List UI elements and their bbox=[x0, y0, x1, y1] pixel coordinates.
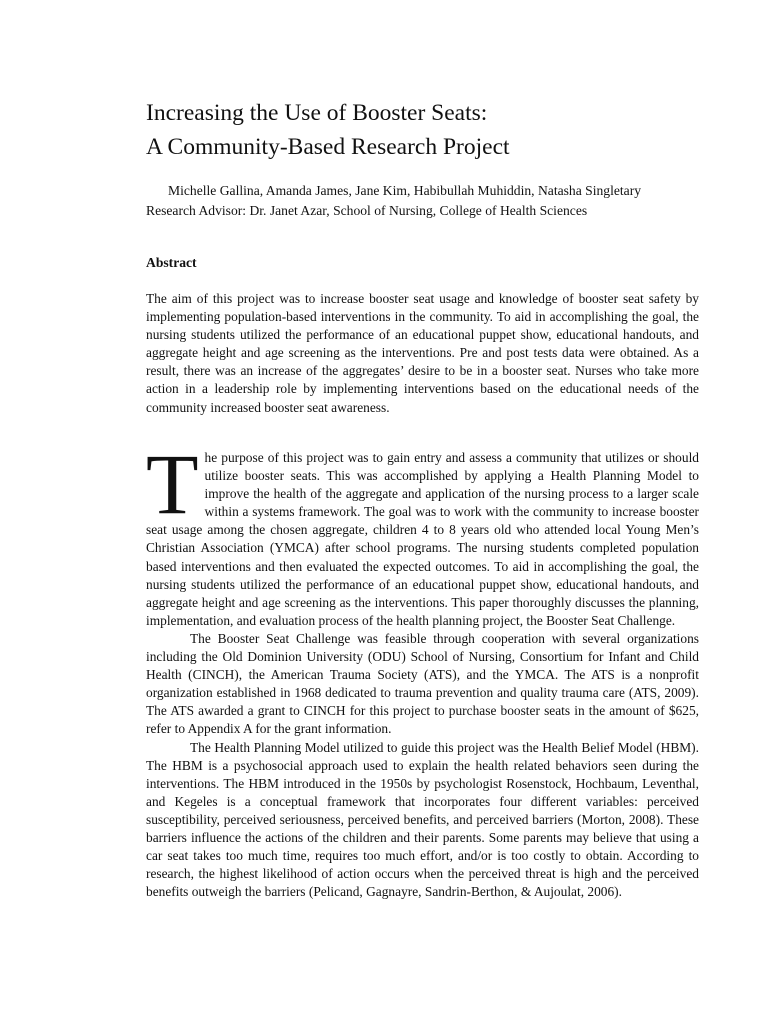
author-list: Michelle Gallina, Amanda James, Jane Kim, Habibullah Muhiddin, Natasha Singletary bbox=[168, 183, 642, 198]
abstract-text: The aim of this project was to increase booster seat usage and knowledge of booster seat safety by implementing population-based interventions in the community. To aid in accomplishing the goal, the nursing students utilized the performance of an educational puppet show, educational handouts, and aggregate height and age screening as the interventions. Pre and post tests data were obtained. As a result, there was an increase of the aggregates’ desire to be in a booster seat. Nurses who take more action in a leadership role by implementing interventions based on the educational needs of the community increased booster seat awareness. bbox=[146, 291, 699, 415]
byline bbox=[146, 181, 706, 221]
body-paragraph-1 bbox=[146, 436, 699, 630]
abstract-heading: Abstract bbox=[146, 255, 197, 270]
title-line-2: A Community-Based Research Project bbox=[146, 134, 510, 160]
paper-title bbox=[146, 96, 706, 164]
title-line-1: Increasing the Use of Booster Seats: bbox=[146, 100, 488, 126]
body-paragraph-3: The Health Planning Model utilized to guide this project was the Health Belief Model (HBM). The HBM is a psychosocial approach used to explain the health related behaviors seen during the interventions. The HBM introduced in the 1950s by psychologist Rosenstock, Hochbaum, Leventhal, and Kegeles is a conceptual framework that incorporates four different variables: perceived susceptibility, perceived seriousness, perceived benefits, and perceived barriers (Morton, 2008). These barriers influence the actions of the children and their parents. Some parents may believe that using a car seat takes too much time, requires too much effort, and/or is too costly to obtain. According to research, the highest likelihood of action occurs when the perceived threat is high and the perceived benefits outweigh the barriers (Pelicand, Gagnayre, Sandrin-Berthon, & Aujoulat, 2006). bbox=[146, 739, 699, 900]
body-paragraph-1-text: he purpose of this project was to gain entry and assess a community that utilizes or should utilize booster seats. This was accomplished by applying a Health Planning Model to improve the health of the aggregate and application of the nursing process to a larger scale within a systems framework. The goal was to work with the community to increase booster seat usage among the chosen aggregate, children 4 to 8 years old who attended local Young Men’s Christian Association (YMCA) after school programs. The nursing students completed population based interventions and then evaluated the expected outcomes. To aid in accomplishing the goal, the nursing students utilized the performance of an educational puppet show, educational handouts, and aggregate height and age screening as the interventions. This paper thoroughly discusses the planning, implementation, and evaluation process of the health planning project, the Booster Seat Challenge. bbox=[146, 450, 699, 628]
body-paragraph-2: The Booster Seat Challenge was feasible through cooperation with several organizations including the Old Dominion University (ODU) School of Nursing, Consortium for Infant and Child Health (CINCH), the American Trauma Society (ATS), and the YMCA. The ATS is a nonprofit organization established in 1968 dedicated to trauma prevention and quality trauma care (ATS, 2009). The ATS awarded a grant to CINCH for this project to purchase booster seats in the amount of $625, refer to Appendix A for the grant information. bbox=[146, 630, 699, 737]
body-text bbox=[146, 436, 699, 901]
research-advisor: Research Advisor: Dr. Janet Azar, School of Nursing, College of Health Sciences bbox=[146, 203, 588, 218]
drop-cap: T bbox=[146, 436, 199, 532]
